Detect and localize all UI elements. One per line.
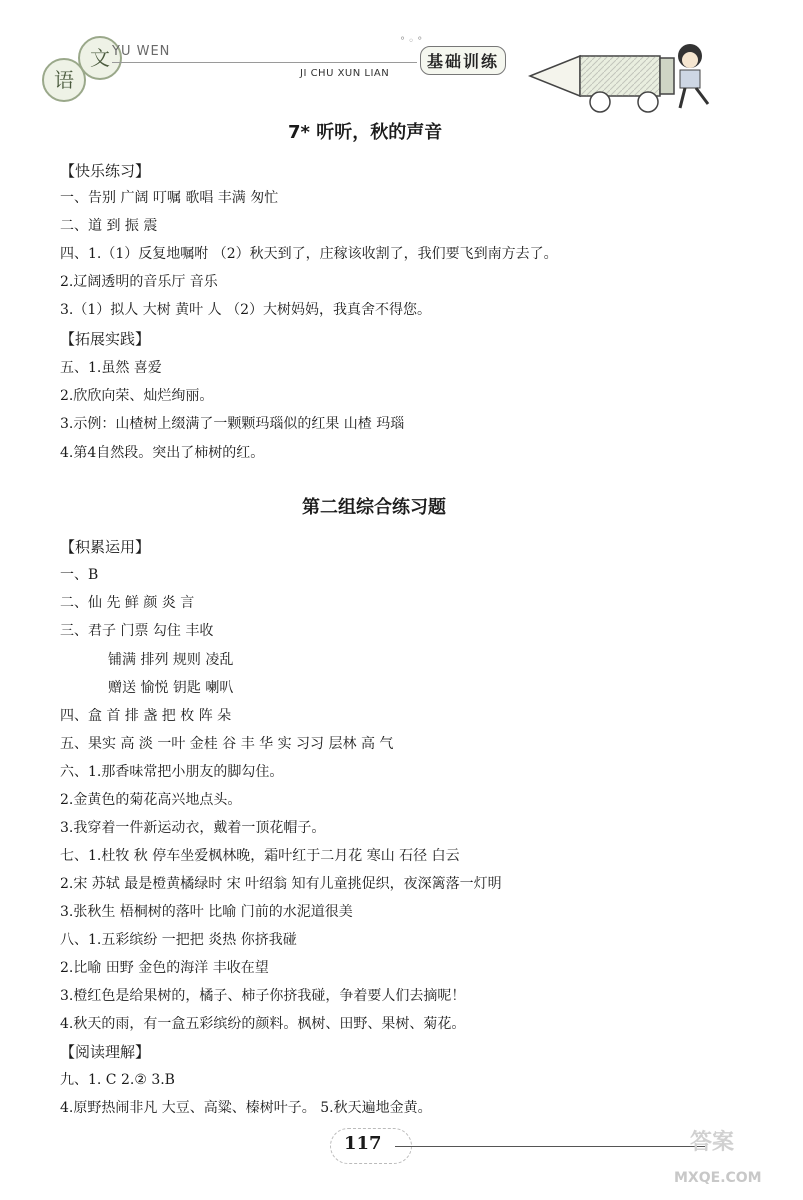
answer-line: 2.辽阔透明的音乐厅 音乐 bbox=[60, 274, 218, 290]
section-label-accum: 【积累运用】 bbox=[60, 538, 151, 556]
answer-line: 七、1.杜牧 秋 停车坐爱枫林晚，霜叶红于二月花 寒山 石径 白云 bbox=[60, 848, 460, 864]
answer-line: 2.欣欣向荣、灿烂绚丽。 bbox=[60, 388, 214, 404]
answer-line: 一、B bbox=[60, 567, 99, 583]
header-divider bbox=[112, 62, 417, 63]
answer-line: 4.第4自然段。突出了柿树的红。 bbox=[60, 445, 265, 461]
answer-line: 3.（1）拟人 大树 黄叶 人 （2）大树妈妈，我真舍不得您。 bbox=[60, 302, 431, 318]
jichu-pinyin-label: JI CHU XUN LIAN bbox=[300, 68, 390, 79]
answer-line: 3.我穿着一件新运动衣，戴着一顶花帽子。 bbox=[60, 820, 326, 836]
answer-line: 3.张秋生 梧桐树的落叶 比喻 门前的水泥道很美 bbox=[60, 904, 353, 920]
bubble-decoration: ° ◦ ° bbox=[400, 36, 423, 47]
answer-line: 二、仙 先 鲜 颜 炎 言 bbox=[60, 595, 195, 611]
answer-line: 六、1.那香味常把小朋友的脚勾住。 bbox=[60, 764, 284, 780]
answer-line: 4.原野热闹非凡 大豆、高粱、榛树叶子。 5.秋天遍地金黄。 bbox=[60, 1100, 432, 1116]
answer-line: 三、君子 门票 勾住 丰收 bbox=[60, 623, 214, 639]
answer-line: 九、1. C 2.② 3.B bbox=[60, 1072, 175, 1088]
answer-line: 3.示例：山楂树上缀满了一颗颗玛瑙似的红果 山楂 玛瑙 bbox=[60, 416, 405, 432]
answer-line: 二、道 到 振 震 bbox=[60, 218, 158, 234]
page-number: 117 bbox=[344, 1133, 382, 1154]
answer-line: 2.比喻 田野 金色的海洋 丰收在望 bbox=[60, 960, 269, 976]
answer-line: 四、盒 首 排 盏 把 枚 阵 朵 bbox=[60, 708, 232, 724]
answer-line: 四、1.（1）反复地嘱咐 （2）秋天到了，庄稼该收割了，我们要飞到南方去了。 bbox=[60, 246, 558, 262]
answer-line: 4.秋天的雨，有一盒五彩缤纷的颜料。枫树、田野、果树、菊花。 bbox=[60, 1016, 466, 1032]
section-label-reading: 【阅读理解】 bbox=[60, 1043, 151, 1061]
pencil-boy-illustration bbox=[520, 36, 730, 116]
answer-line: 铺满 排列 规则 凌乱 bbox=[108, 652, 234, 668]
answer-line: 3.橙红色是给果树的，橘子、柿子你挤我碰，争着要人们去摘呢！ bbox=[60, 988, 466, 1004]
lesson-title: 7* 听听，秋的声音 bbox=[288, 122, 443, 143]
footer-divider bbox=[395, 1146, 705, 1147]
answer-line: 2.宋 苏轼 最是橙黄橘绿时 宋 叶绍翁 知有儿童挑促织，夜深篱落一灯明 bbox=[60, 876, 502, 892]
answer-line: 赠送 愉悦 钥匙 喇叭 bbox=[108, 680, 234, 696]
answer-line: 一、告别 广阔 叮嘱 歌唱 丰满 匆忙 bbox=[60, 190, 279, 206]
answer-line: 五、1.虽然 喜爱 bbox=[60, 360, 162, 376]
watermark-logo: 答案 bbox=[690, 1130, 735, 1155]
chinese-subject-badge: 语 bbox=[42, 58, 86, 102]
answer-line: 2.金黄色的菊花高兴地点头。 bbox=[60, 792, 242, 808]
section-label-happy: 【快乐练习】 bbox=[60, 162, 151, 180]
yuwen-label: YU WEN bbox=[112, 44, 171, 59]
page-header bbox=[0, 0, 803, 120]
brand-title: 基础训练 bbox=[420, 46, 506, 75]
exercise-title: 第二组综合练习题 bbox=[302, 497, 446, 518]
answer-line: 八、1.五彩缤纷 一把把 炎热 你挤我碰 bbox=[60, 932, 297, 948]
section-label-extend: 【拓展实践】 bbox=[60, 330, 151, 348]
chinese-subject-badge-2: 文 bbox=[78, 36, 122, 80]
answer-line: 五、果实 高 淡 一叶 金桂 谷 丰 华 实 习习 层林 高 气 bbox=[60, 736, 394, 752]
watermark-text: MXQE.COM bbox=[674, 1170, 762, 1186]
